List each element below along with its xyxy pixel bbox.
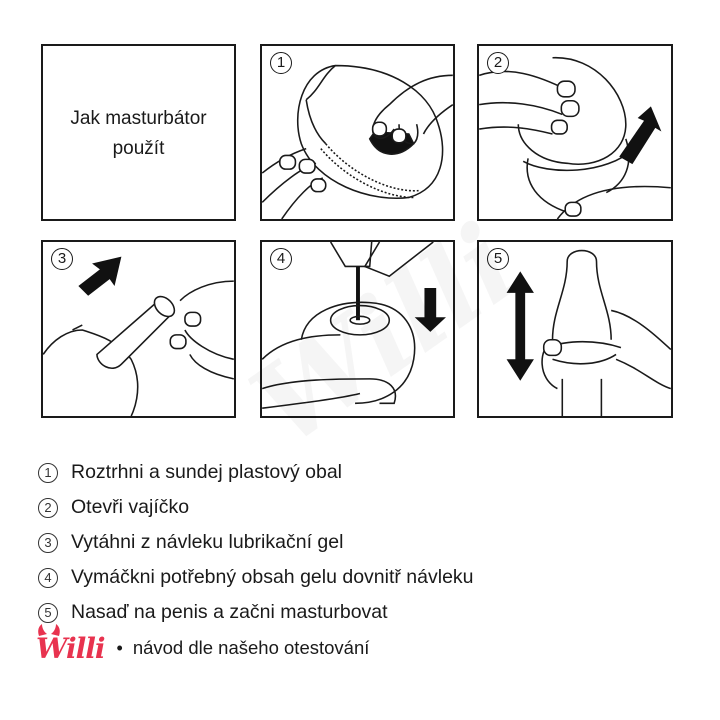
step-item-5 xyxy=(38,595,474,630)
step-item-1 xyxy=(38,455,474,490)
step-number-icon: 2 xyxy=(38,498,58,518)
arrow-down-icon xyxy=(415,288,446,332)
step-panel-4 xyxy=(260,240,455,418)
step-item-2 xyxy=(38,490,474,525)
horns-icon xyxy=(37,624,61,636)
arrow-up-icon xyxy=(618,102,667,169)
title-panel xyxy=(41,44,236,221)
step-number-badge: 2 xyxy=(487,52,509,74)
step-number-icon: 1 xyxy=(38,463,58,483)
title-line-2: použít xyxy=(112,138,165,159)
title-line-1: Jak masturbátor xyxy=(70,108,207,129)
step-number-icon: 5 xyxy=(38,603,58,623)
step-panel-5 xyxy=(477,240,673,418)
gel-pull-illustration xyxy=(43,242,234,416)
step-number-badge: 3 xyxy=(51,248,73,270)
step-panel-1 xyxy=(260,44,455,221)
footer xyxy=(36,630,369,666)
footer-text: návod dle našeho otestování xyxy=(132,637,370,658)
step-panel-3 xyxy=(41,240,236,418)
step-item-3 xyxy=(38,525,474,560)
step-panel-2 xyxy=(477,44,673,221)
arrow-up-right-icon xyxy=(78,257,121,296)
arrow-up-down-icon xyxy=(507,271,534,380)
bullet: • xyxy=(116,637,123,658)
egg-unwrap-illustration xyxy=(262,46,453,219)
gel-squeeze-illustration xyxy=(262,242,453,416)
step-number-badge: 1 xyxy=(270,52,292,74)
title-text xyxy=(43,104,234,164)
logo-text: Willi xyxy=(36,631,105,665)
sleeve-use-illustration xyxy=(479,242,671,416)
willi-logo xyxy=(36,632,105,665)
step-number-icon: 4 xyxy=(38,568,58,588)
step-item-4 xyxy=(38,560,474,595)
step-text: Vymáčkni potřebný obsah gelu dovnitř návleku xyxy=(71,566,474,588)
step-number-badge: 4 xyxy=(270,248,292,270)
step-text: Otevři vajíčko xyxy=(71,496,190,518)
step-text: Roztrhni a sundej plastový obal xyxy=(71,461,342,483)
step-number-icon: 3 xyxy=(38,533,58,553)
step-text: Vytáhni z návleku lubrikační gel xyxy=(71,531,344,553)
steps-list xyxy=(38,455,474,630)
step-number-badge: 5 xyxy=(487,248,509,270)
egg-open-illustration xyxy=(479,46,671,219)
step-text: Nasaď na penis a začni masturbovat xyxy=(71,601,388,623)
